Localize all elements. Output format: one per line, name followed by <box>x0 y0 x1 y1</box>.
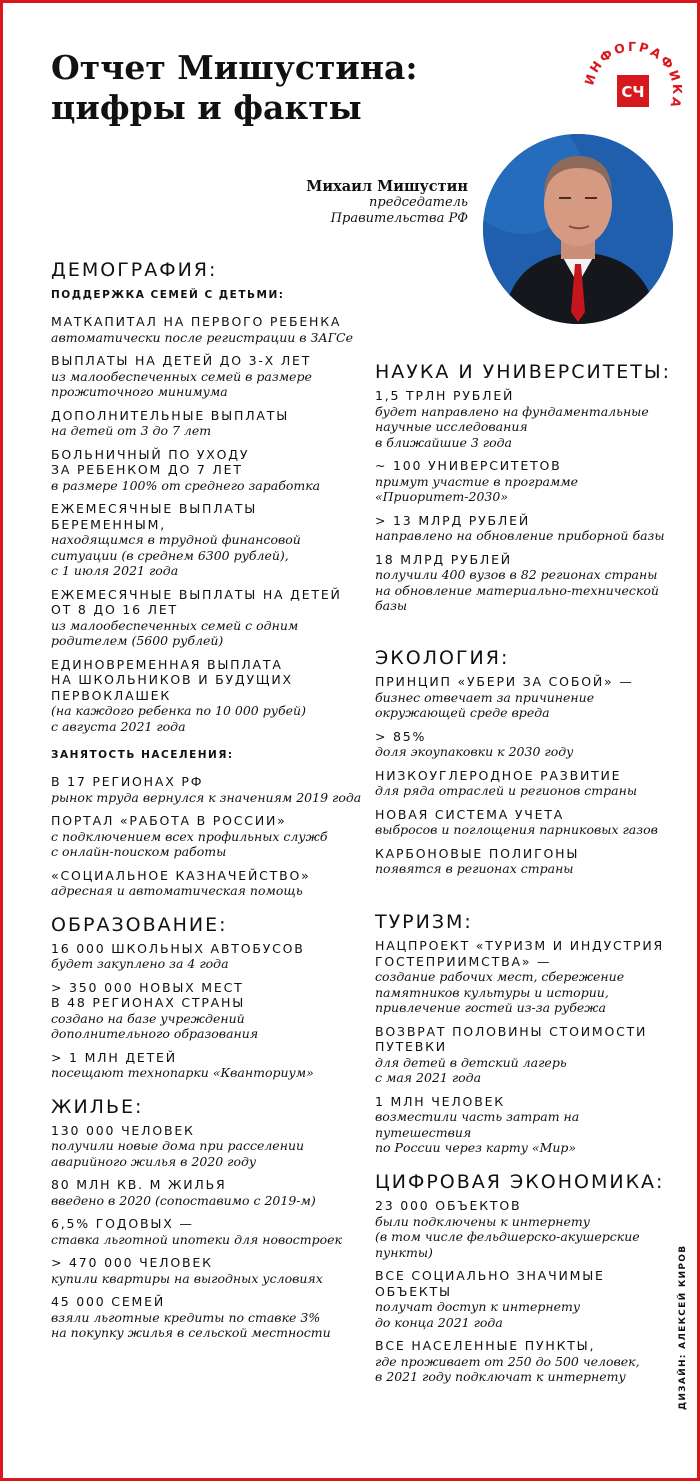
list-item <box>375 807 675 838</box>
left-column <box>51 258 371 1349</box>
item-desc: автоматически после регистрации в ЗАГСе <box>51 329 354 345</box>
item-head: ДОПОЛНИТЕЛЬНЫЕ ВЫПЛАТЫ <box>51 407 290 423</box>
list-item <box>375 1268 675 1330</box>
designer-credit: ДИЗАЙН: АЛЕКСЕЙ КИРОВ <box>678 1244 688 1410</box>
item-head: ЕЖЕМЕСЯЧНЫЕ ВЫПЛАТЫ БЕРЕМЕННЫМ, <box>51 501 258 532</box>
item-head: БОЛЬНИЧНЫЙ ПО УХОДУ ЗА РЕБЕНКОМ ДО 7 ЛЕТ <box>51 446 250 477</box>
list-item <box>51 980 371 1042</box>
list-item <box>51 1216 371 1247</box>
section-title: ЭКОЛОГИЯ: <box>375 647 510 669</box>
list-item <box>51 501 371 579</box>
item-desc: где проживает от 250 до 500 человек, в 2021 году подключат к интернету <box>375 1353 640 1384</box>
list-item <box>375 388 675 450</box>
list-item <box>51 657 371 735</box>
item-head: НИЗКОУГЛЕРОДНОЕ РАЗВИТИЕ <box>375 767 622 783</box>
item-head: ~ 100 УНИВЕРСИТЕТОВ <box>375 458 562 473</box>
item-desc: получат доступ к интернету до конца 2021 года <box>375 1299 581 1330</box>
item-desc: для детей в детский лагерь с мая 2021 года <box>375 1054 567 1085</box>
item-desc: получили 400 вузов в 82 регионах страны на обновление материально-технической базы <box>375 567 659 613</box>
item-desc: бизнес отвечает за причинение окружающей среде вреда <box>375 689 595 720</box>
list-item <box>51 314 371 345</box>
list-item <box>375 1024 675 1086</box>
item-head: ЕДИНОВРЕМЕННАЯ ВЫПЛАТА НА ШКОЛЬНИКОВ И БУДУЩИХ ПЕРВОКЛАШЕК <box>51 656 293 703</box>
list-item <box>51 1050 371 1081</box>
section-title: ДЕМОГРАФИЯ: <box>51 259 218 281</box>
item-desc: ставка льготной ипотеки для новостроек <box>51 1231 343 1247</box>
item-desc: создано на базе учреждений дополнительного образования <box>51 1010 259 1041</box>
list-item <box>51 868 371 899</box>
list-item <box>51 774 371 805</box>
item-desc: в размере 100% от среднего заработка <box>51 477 321 493</box>
list-item <box>51 408 371 439</box>
item-head: 130 000 ЧЕЛОВЕК <box>51 1122 195 1138</box>
item-head: 16 000 ШКОЛЬНЫХ АВТОБУСОВ <box>51 940 305 956</box>
item-head: > 85% <box>375 728 427 744</box>
section-ecology <box>375 646 675 885</box>
list-item <box>375 846 675 877</box>
section-title: ОБРАЗОВАНИЕ: <box>51 913 228 936</box>
item-head: > 470 000 ЧЕЛОВЕК <box>51 1255 213 1270</box>
logo-ring-text: ИНФОГРАФИКА <box>581 38 686 112</box>
item-head: > 1 МЛН ДЕТЕЙ <box>51 1049 177 1065</box>
list-item <box>375 1338 675 1385</box>
list-item <box>375 1198 675 1260</box>
section-tourism <box>375 910 675 1164</box>
item-desc: адресная и автоматическая помощь <box>51 883 303 898</box>
item-head: ВСЕ СОЦИАЛЬНО ЗНАЧИМЫЕ ОБЪЕКТЫ <box>375 1268 605 1299</box>
item-desc: создание рабочих мест, сбережение памятников культуры и истории, привлечение гостей из-за рубежа <box>375 969 625 1015</box>
section-title: ЖИЛЬЕ: <box>51 1095 144 1118</box>
list-item <box>375 1094 675 1156</box>
list-item <box>51 587 371 649</box>
list-item <box>375 768 675 799</box>
item-desc: посещают технопарки «Кванториум» <box>51 1065 314 1080</box>
item-desc: получили новые дома при расселении аварийного жилья в 2020 году <box>51 1138 305 1169</box>
section-education <box>51 913 371 1081</box>
item-desc: из малообеспеченных семей с одним родителем (5600 рублей) <box>51 617 299 648</box>
item-head: 80 МЛН КВ. М ЖИЛЬЯ <box>51 1177 227 1192</box>
item-desc: (на каждого ребенка по 10 000 рубей) с августа 2021 года <box>51 703 306 734</box>
item-desc: рынок труда вернулся к значениям 2019 года <box>51 789 362 805</box>
item-head: > 13 МЛРД РУБЛЕЙ <box>375 512 530 528</box>
list-item <box>51 1123 371 1170</box>
item-desc: введено в 2020 (сопоставимо с 2019-м) <box>51 1192 316 1208</box>
item-desc: появятся в регионах страны <box>375 861 574 876</box>
list-item <box>51 1294 371 1341</box>
item-head: 1,5 ТРЛН РУБЛЕЙ <box>375 388 515 403</box>
item-desc: находящимся в трудной финансовой ситуации (в среднем 6300 рублей), с 1 июля 2021 года <box>51 532 301 578</box>
list-item <box>51 353 371 400</box>
section-title: НАУКА И УНИВЕРСИТЕТЫ: <box>375 361 672 383</box>
item-head: МАТКАПИТАЛ НА ПЕРВОГО РЕБЕНКА <box>51 314 342 329</box>
item-desc: направлено на обновление приборной базы <box>375 528 665 543</box>
item-desc: доля экоупаковки к 2030 году <box>375 744 574 759</box>
list-item <box>375 674 675 721</box>
item-desc: выбросов и поглощения парниковых газов <box>375 822 658 837</box>
item-desc: из малообеспеченных семей в размере прожиточного минимума <box>51 368 312 399</box>
list-item <box>375 458 675 505</box>
list-item <box>375 513 675 544</box>
list-item <box>51 1255 371 1286</box>
item-head: НОВАЯ СИСТЕМА УЧЕТА <box>375 806 565 822</box>
section-title: ТУРИЗМ: <box>375 911 473 933</box>
list-item <box>51 813 371 860</box>
list-item <box>375 729 675 760</box>
item-head: 45 000 СЕМЕЙ <box>51 1294 165 1309</box>
group-subtitle: ЗАНЯТОСТЬ НАСЕЛЕНИЯ: <box>51 749 234 761</box>
portrait-illustration <box>483 134 673 324</box>
person-caption <box>300 178 468 227</box>
person-role: председатель Правительства РФ <box>330 195 468 226</box>
item-desc: будет закуплено за 4 года <box>51 956 229 971</box>
list-item <box>51 447 371 494</box>
item-desc: были подключены к интернету (в том числе фельдшерско-акушерские пункты) <box>375 1213 640 1260</box>
item-desc: на детей от 3 до 7 лет <box>51 423 212 438</box>
item-desc: возместили часть затрат на путешествия по России через карту «Мир» <box>375 1109 580 1155</box>
list-item <box>375 552 675 614</box>
item-head: КАРБОНОВЫЕ ПОЛИГОНЫ <box>375 845 580 861</box>
person-name: Михаил Мишустин <box>306 178 468 195</box>
item-head: 23 000 ОБЪЕКТОВ <box>375 1198 522 1213</box>
item-desc: купили квартиры на выгодных условиях <box>51 1270 323 1286</box>
item-head: В 17 РЕГИОНАХ РФ <box>51 774 204 789</box>
section-digital-economy <box>375 1170 675 1393</box>
item-head: ПОРТАЛ «РАБОТА В РОССИИ» <box>51 813 287 828</box>
infographic-logo <box>578 36 688 146</box>
item-head: НАЦПРОЕКТ «ТУРИЗМ И ИНДУСТРИЯ ГОСТЕПРИИМСТВА» — <box>375 938 664 969</box>
item-head: ВЫПЛАТЫ НА ДЕТЕЙ ДО 3-Х ЛЕТ <box>51 353 312 368</box>
group-subtitle: ПОДДЕРЖКА СЕМЕЙ С ДЕТЬМИ: <box>51 289 285 301</box>
item-desc: будет направлено на фундаментальные научные исследования в ближайшие 3 года <box>375 403 649 450</box>
logo-badge-text: СЧ <box>621 83 645 101</box>
item-head: ЕЖЕМЕСЯЧНЫЕ ВЫПЛАТЫ НА ДЕТЕЙ ОТ 8 ДО 16 ЛЕТ <box>51 586 342 617</box>
item-head: «СОЦИАЛЬНОЕ КАЗНАЧЕЙСТВО» <box>51 867 311 883</box>
item-desc: с подключением всех профильных служб с онлайн-поиском работы <box>51 828 328 859</box>
list-item <box>51 941 371 972</box>
section-demography <box>51 258 371 899</box>
page-title: Отчет Мишустина: цифры и факты <box>51 48 418 127</box>
item-head: 1 МЛН ЧЕЛОВЕК <box>375 1093 505 1109</box>
list-item <box>51 1177 371 1208</box>
list-item <box>375 938 675 1016</box>
item-head: ВОЗВРАТ ПОЛОВИНЫ СТОИМОСТИ ПУТЕВКИ <box>375 1023 648 1054</box>
portrait-photo <box>483 134 673 324</box>
item-head: ПРИНЦИП «УБЕРИ ЗА СОБОЙ» — <box>375 674 634 689</box>
item-head: ВСЕ НАСЕЛЕННЫЕ ПУНКТЫ, <box>375 1338 596 1353</box>
item-head: 6,5% ГОДОВЫХ — <box>51 1216 194 1231</box>
section-housing <box>51 1095 371 1341</box>
section-science <box>375 360 675 622</box>
section-title: ЦИФРОВАЯ ЭКОНОМИКА: <box>375 1171 665 1193</box>
item-desc: примут участие в программе «Приоритет-2030» <box>375 473 579 504</box>
item-head: > 350 000 НОВЫХ МЕСТ В 48 РЕГИОНАХ СТРАНЫ <box>51 979 246 1010</box>
item-desc: для ряда отраслей и регионов страны <box>375 783 638 798</box>
item-head: 18 МЛРД РУБЛЕЙ <box>375 551 512 567</box>
item-desc: взяли льготные кредиты по ставке 3% на покупку жилья в сельской местности <box>51 1309 331 1340</box>
